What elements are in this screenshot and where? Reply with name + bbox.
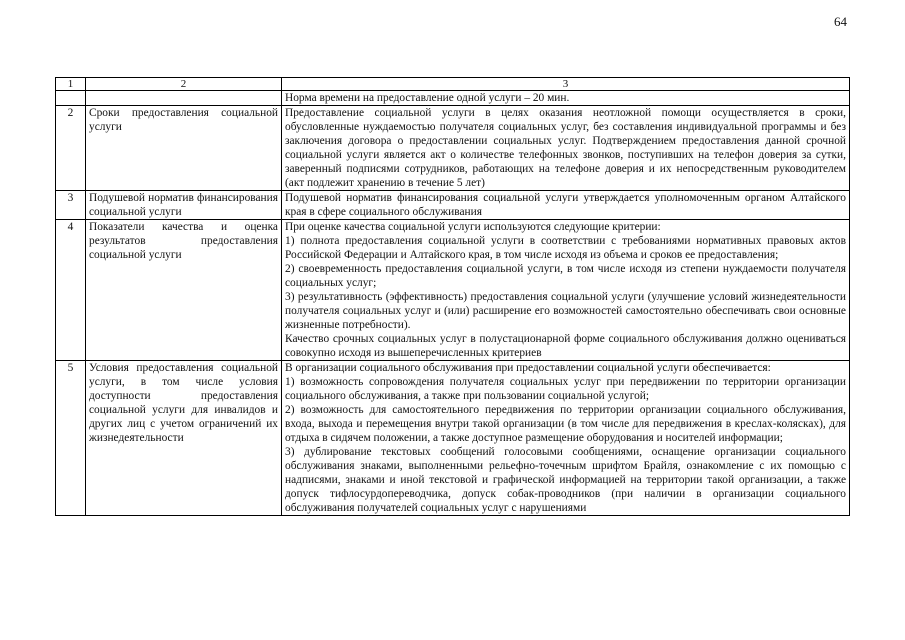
description-paragraph: 3) результативность (эффективность) предоставления социальной услуги (улучшение условий жизнедеятельности получателя социальных услуг и (или) расширение его возможностей самостоятельно обеспечивать свои основные жизненные потребности). <box>285 291 846 331</box>
row-number: 3 <box>56 191 86 220</box>
row-description <box>282 361 850 516</box>
description-paragraph: 3) дублирование текстовых сообщений голосовыми сообщениями, оснащение организации социального обслуживания знаками, выполненными рельефно-точечным шрифтом Брайля, ознакомление с их помощью с надписями, знаками и иной текстовой и графической информацией на территории такой организации, а также допуск тифлосурдопереводчика, допуск собак-проводников (при наличии в организации социального обслуживания получателей социальных услуг с нарушениями <box>285 446 846 514</box>
description-paragraph: 2) возможность для самостоятельного передвижения по территории организации социального обслуживания, входа, выхода и перемещения внутри такой организации (в том числе для передвижения в креслах-колясках), для отдыха в сидячем положении, а также доступное размещение оборудования и носителей информации; <box>285 404 846 444</box>
row-number: 5 <box>56 361 86 516</box>
row-title: Подушевой норматив финансирования социальной услуги <box>86 191 282 220</box>
table-row <box>56 106 850 191</box>
row-title: Показатели качества и оценка результатов предоставления социальной услуги <box>86 220 282 361</box>
row-number: 2 <box>56 106 86 191</box>
description-paragraph: 1) возможность сопровождения получателя социальных услуг при передвижении по территории организации социального обслуживания, а также при пользовании социальной услугой; <box>285 376 846 402</box>
description-paragraph: При оценке качества социальной услуги используются следующие критерии: <box>285 221 661 233</box>
row-number <box>56 91 86 106</box>
column-header: 2 <box>86 78 282 91</box>
column-header: 3 <box>282 78 850 91</box>
row-description <box>282 191 850 220</box>
description-paragraph: 2) своевременность предоставления социальной услуги, в том числе исходя из степени нуждаемости получателя социальных услуг; <box>285 263 846 289</box>
row-description <box>282 91 850 106</box>
row-description <box>282 106 850 191</box>
page-number: 64 <box>834 14 847 29</box>
description-paragraph: Подушевой норматив финансирования социальной услуги утверждается уполномоченным органом Алтайского края в сфере социального обслуживания <box>285 192 846 218</box>
table-row <box>56 91 850 106</box>
table-row <box>56 361 850 516</box>
table-header-row <box>56 78 850 91</box>
row-title: Условия предоставления социальной услуги, в том числе условия доступности предоставления социальной услуги для инвалидов и других лиц с учетом ограничений их жизнедеятельности <box>86 361 282 516</box>
table-row <box>56 191 850 220</box>
description-paragraph: В организации социального обслуживания при предоставлении социальной услуги обеспечивается: <box>285 362 771 374</box>
description-paragraph: Качество срочных социальных услуг в полустационарной форме социального обслуживания должно оцениваться совокупно исходя из вышеперечисленных критериев <box>285 333 846 359</box>
column-header: 1 <box>56 78 86 91</box>
description-paragraph: 1) полнота предоставления социальной услуги в соответствии с требованиями нормативных правовых актов Российской Федерации и Алтайского края, в том числе исходя из объема и сроков ее предоставления; <box>285 235 846 261</box>
description-paragraph: Норма времени на предоставление одной услуги – 20 мин. <box>285 92 570 104</box>
table-row <box>56 220 850 361</box>
row-description <box>282 220 850 361</box>
services-table <box>55 77 850 516</box>
row-title <box>86 91 282 106</box>
row-number: 4 <box>56 220 86 361</box>
row-title: Сроки предоставления социальной услуги <box>86 106 282 191</box>
description-paragraph: Предоставление социальной услуги в целях оказания неотложной помощи осуществляется в сроки, обусловленные нуждаемостью получателя социальных услуг, без составления индивидуальной программы и без заключения договора о предоставлении социальных услуг. Подтверждением предоставления данной срочной социальной услуги является акт о количестве телефонных звонков, поступивших на телефон доверия за сутки, заверенный подписями сотрудников, работающих на телефоне доверия и их непосредственным руководителем (акт подлежит хранению в течение 5 лет) <box>285 107 846 189</box>
